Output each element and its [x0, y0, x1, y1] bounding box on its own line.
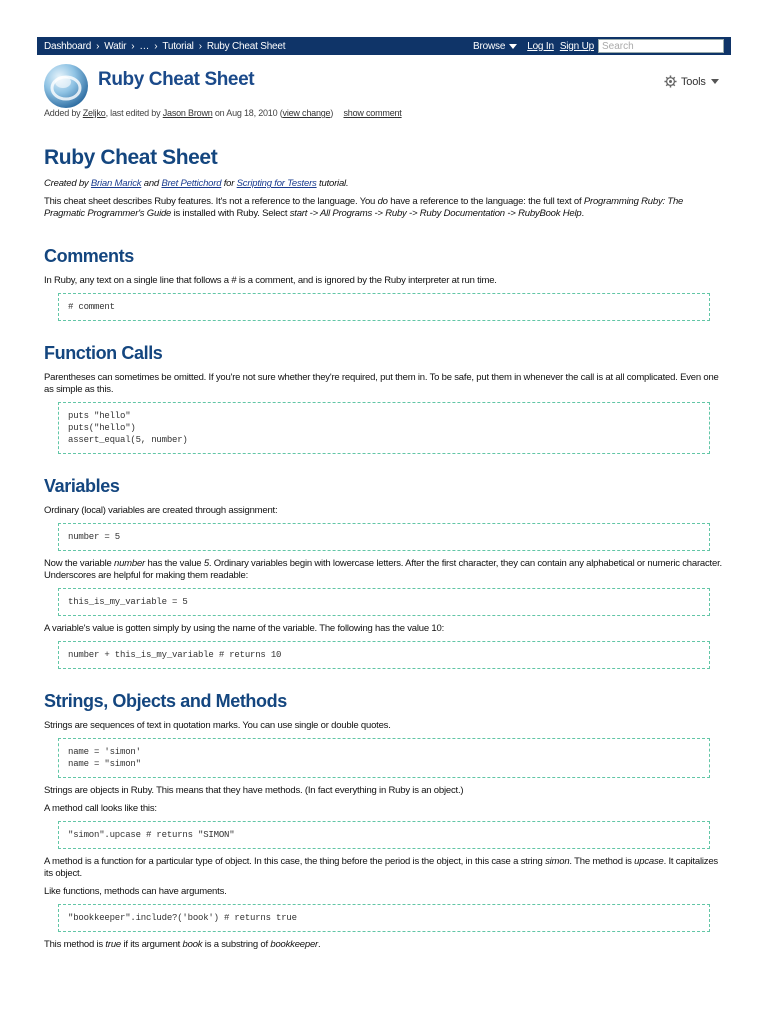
created-and: and	[141, 178, 162, 189]
section-variables	[44, 476, 726, 669]
strings-text: is a substring of	[202, 939, 271, 950]
added-by-prefix: Added by	[44, 108, 81, 118]
strings-text-1: Strings are sequences of text in quotation marks. You can use single or double quotes.	[44, 720, 391, 731]
breadcrumb-tutorial[interactable]: Tutorial	[162, 40, 194, 52]
edit-date: on Aug 18, 2010	[214, 108, 278, 118]
code-block-variable-assignment: this_is_my_variable = 5	[58, 588, 710, 616]
browse-menu-button[interactable]	[473, 41, 517, 52]
strings-text-2: Strings are objects in Ruby. This means that they have methods. (In fact everything in Ruby is an object.)	[44, 785, 464, 796]
section-comments	[44, 246, 726, 321]
intro-text: .	[581, 208, 584, 219]
strings-emphasis: true	[105, 939, 121, 950]
edited-by-prefix: , last edited by	[105, 108, 161, 118]
gear-icon	[664, 75, 677, 88]
section-function-calls	[44, 343, 726, 454]
strings-emphasis: book	[182, 939, 203, 950]
strings-heading: Strings, Objects and Methods	[44, 691, 287, 711]
breadcrumb-dashboard[interactable]: Dashboard	[44, 40, 92, 52]
page-title: Ruby Cheat Sheet	[98, 69, 255, 90]
show-comment-link[interactable]: show comment	[343, 108, 402, 118]
strings-emphasis: simon	[545, 856, 570, 867]
page-metadata: Added by Zeljko, last edited by Jason Brown on Aug 18, 2010 (view change) show comment	[44, 108, 402, 118]
strings-emphasis: bookkeeper	[270, 939, 319, 950]
strings-text: A method is a function for a particular type of object. In this case, the thing before the period is the object, in this case a string	[44, 856, 546, 867]
code-block-include: "bookkeeper".include?('book') # returns true	[58, 904, 710, 932]
breadcrumb-watir[interactable]: Watir	[104, 40, 127, 52]
intro-paragraph	[44, 196, 726, 220]
code-block-upcase: "simon".upcase # returns "SIMON"	[58, 821, 710, 849]
breadcrumb-separator: ›	[96, 40, 100, 52]
function-calls-text: Parentheses can sometimes be omitted. If you're not sure whether they're required, put them in. To be safe, put them in whenever the call is at all complicated. Even one as simple as this.	[44, 372, 719, 395]
intro-emphasis-do: do	[377, 196, 388, 207]
strings-text: . The method is	[569, 856, 635, 867]
login-link[interactable]: Log In	[527, 40, 554, 52]
breadcrumb-separator: ›	[131, 40, 135, 52]
variables-text-2	[44, 558, 726, 582]
intro-book-title: Programming Ruby: The Pragmatic Programmer's Guide	[44, 196, 684, 219]
created-for: for	[221, 178, 237, 189]
author-brian-marick-link[interactable]: Brian Marick	[90, 178, 142, 189]
code-block-strings: name = 'simon' name = "simon"	[58, 738, 710, 778]
search-input[interactable]	[598, 39, 724, 53]
strings-emphasis: upcase	[634, 856, 664, 867]
comments-text: In Ruby, any text on a single line that follows a # is a comment, and is ignored by the Ruby interpreter at run time.	[44, 275, 497, 286]
strings-text: .	[318, 939, 321, 950]
page-content	[44, 146, 726, 955]
article-title: Ruby Cheat Sheet	[44, 146, 218, 169]
tools-label: Tools	[681, 75, 706, 88]
breadcrumb	[44, 41, 285, 52]
section-strings-objects-methods	[44, 691, 726, 951]
strings-text-3: A method call looks like this:	[44, 803, 157, 814]
strings-text: if its argument	[121, 939, 183, 950]
function-calls-heading: Function Calls	[44, 343, 163, 363]
variables-emphasis: 5	[203, 558, 209, 569]
intro-text: is installed with Ruby. Select	[171, 208, 290, 219]
tools-menu-button[interactable]	[664, 75, 719, 88]
chevron-down-icon	[509, 44, 517, 49]
created-by-paragraph	[44, 178, 726, 190]
variables-text: has the value	[145, 558, 204, 569]
code-block-comment: # comment	[58, 293, 710, 321]
strings-text: . It capitalizes its object.	[44, 856, 718, 879]
last-editor-link[interactable]: Jason Brown	[162, 108, 213, 118]
scripting-for-testers-link[interactable]: Scripting for Testers	[236, 178, 317, 189]
view-change-link[interactable]: view change	[282, 108, 331, 118]
created-prefix: Created by	[44, 178, 91, 189]
code-block-number: number = 5	[58, 523, 710, 551]
breadcrumb-separator: ›	[198, 40, 202, 52]
variables-text-1: Ordinary (local) variables are created through assignment:	[44, 505, 278, 516]
variables-heading: Variables	[44, 476, 120, 496]
breadcrumb-current-page: Ruby Cheat Sheet	[206, 40, 286, 52]
space-logo-icon	[42, 62, 90, 110]
code-block-variable-sum: number + this_is_my_variable # returns 10	[58, 641, 710, 669]
variables-text: . Ordinary variables begin with lowercase letters. After the first character, they can contain any alphabetical or numeric character. Underscores are helpful for making them readable:	[44, 558, 722, 581]
author-link[interactable]: Zeljko	[82, 108, 106, 118]
code-block-function-calls: puts "hello" puts("hello") assert_equal(5, number)	[58, 402, 710, 454]
variables-text: Now the variable	[44, 558, 114, 569]
breadcrumb-separator: ›	[154, 40, 158, 52]
browse-label: Browse	[473, 40, 506, 52]
signup-link[interactable]: Sign Up	[559, 40, 594, 52]
intro-text: have a reference to the language: the full text of	[387, 196, 584, 207]
variables-emphasis: number	[114, 558, 146, 569]
breadcrumb-ellipsis[interactable]: …	[139, 40, 150, 52]
author-bret-pettichord-link[interactable]: Bret Pettichord	[161, 178, 222, 189]
intro-text: This cheat sheet describes Ruby features. It's not a reference to the language. You	[44, 196, 378, 207]
strings-text: This method is	[44, 939, 106, 950]
strings-text-6	[44, 939, 726, 951]
created-suffix: tutorial.	[316, 178, 349, 189]
chevron-down-icon	[711, 79, 719, 84]
variables-text-3: A variable's value is gotten simply by using the name of the variable. The following has the value 10:	[44, 623, 445, 634]
top-navigation-bar	[37, 37, 731, 55]
top-right-actions	[473, 39, 724, 53]
intro-menu-path: start -> All Programs -> Ruby -> Ruby Documentation -> RubyBook Help	[289, 208, 582, 219]
comments-heading: Comments	[44, 246, 134, 266]
strings-text-4	[44, 856, 726, 880]
strings-text-5: Like functions, methods can have arguments.	[44, 886, 227, 897]
